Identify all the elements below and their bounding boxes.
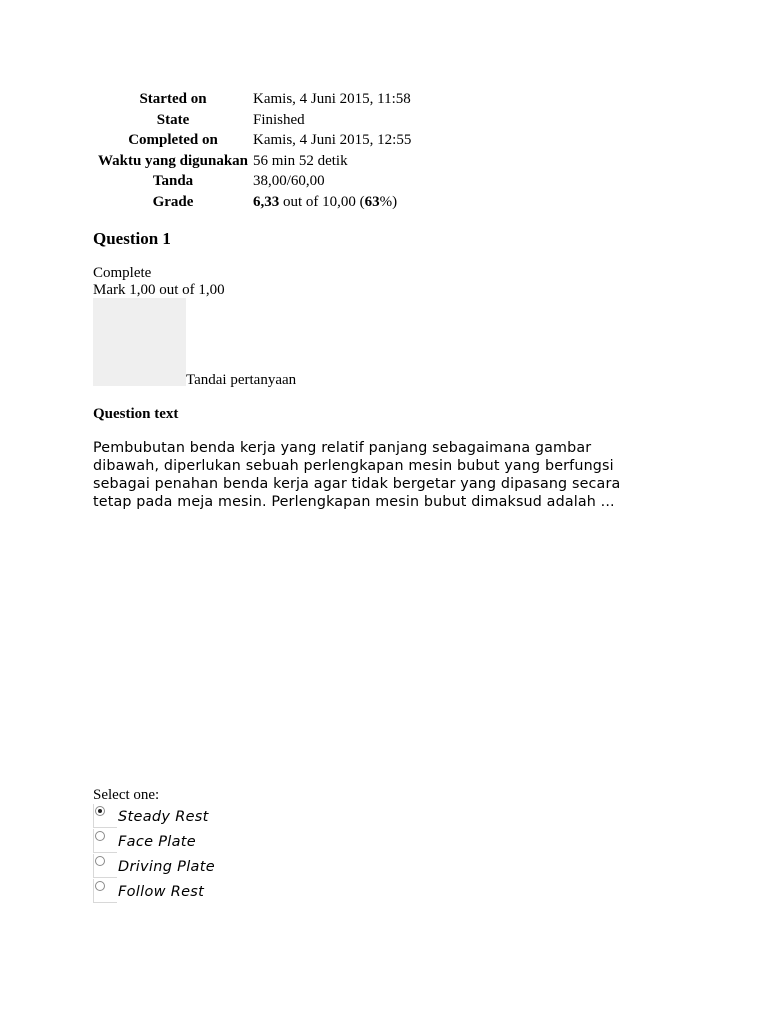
summary-value: 38,00/60,00 <box>253 173 325 189</box>
summary-row-started-on <box>93 89 411 110</box>
question-text <box>93 439 693 511</box>
grade-out-of: out of 10,00 ( <box>279 193 365 210</box>
flag-question-link[interactable]: Tandai pertanyaan <box>186 372 297 388</box>
question-text-line: sebagai penahan benda kerja agar tidak bergetar yang dipasang secara <box>93 476 621 492</box>
question-text-line: dibawah, diperlukan sebuah perlengkapan mesin bubut yang berfungsi <box>93 458 614 474</box>
attempt-summary-table <box>93 89 411 212</box>
grade-percent: 63 <box>364 193 380 210</box>
question-text-heading: Question text <box>93 406 179 422</box>
flag-icon[interactable] <box>93 298 186 386</box>
option-label[interactable]: Steady Rest <box>118 809 209 825</box>
summary-label: Tanda <box>152 173 194 189</box>
summary-row-marks <box>93 171 411 192</box>
summary-row-completed-on <box>93 130 411 151</box>
radio-button-icon[interactable] <box>95 881 105 891</box>
option-label[interactable]: Follow Rest <box>118 884 205 900</box>
radio-button-icon[interactable] <box>95 806 105 816</box>
select-one-label: Select one: <box>93 787 160 803</box>
summary-label: State <box>156 111 190 128</box>
summary-value: 56 min 52 detik <box>253 152 348 169</box>
summary-row-time-taken <box>93 151 411 172</box>
question-mark: Mark 1,00 out of 1,00 <box>93 282 225 298</box>
question-title: Question 1 <box>93 229 171 248</box>
question-text-line: tetap pada meja mesin. Perlengkapan mesin bubut dimaksud adalah ... <box>93 494 615 510</box>
summary-value: Kamis, 4 Juni 2015, 12:55 <box>253 132 412 148</box>
summary-value: Kamis, 4 Juni 2015, 11:58 <box>253 91 411 107</box>
question-state: Complete <box>93 265 152 281</box>
option-label[interactable]: Face Plate <box>118 834 196 850</box>
summary-row-grade <box>93 192 411 213</box>
summary-label: Waktu yang digunakan <box>97 152 249 169</box>
summary-value: Finished <box>253 111 305 128</box>
summary-label: Started on <box>139 91 207 107</box>
summary-row-state <box>93 110 411 131</box>
grade-suffix: %) <box>379 193 398 210</box>
question-text-line: Pembubutan benda kerja yang relatif panjang sebagaimana gambar <box>93 440 592 456</box>
radio-button-icon[interactable] <box>95 831 105 841</box>
radio-button-icon[interactable] <box>95 856 105 866</box>
summary-label: Grade <box>152 193 194 210</box>
grade-score: 6,33 <box>253 193 280 210</box>
option-label[interactable]: Driving Plate <box>118 859 215 875</box>
grade-value <box>253 192 411 213</box>
summary-label: Completed on <box>128 132 218 148</box>
